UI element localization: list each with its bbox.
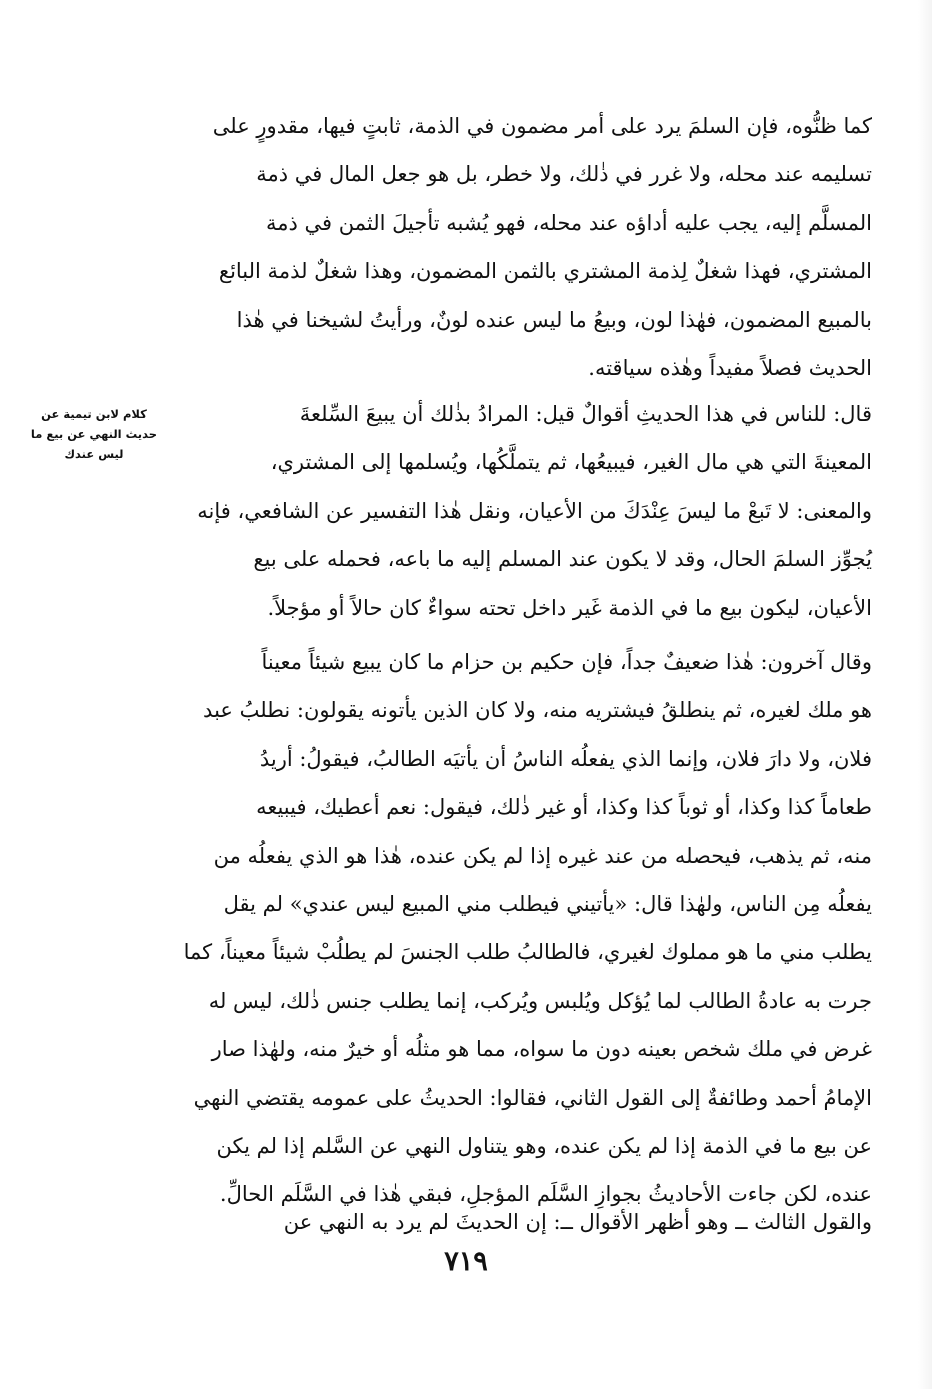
text-line: يطلب مني ما هو مملوك لغيري، فالطالبُ طلب الجنسَ لم يطلُبْ شيئاً معيناً، كما xyxy=(183,940,872,965)
text-line: وقال آخرون: هٰذا ضعيفٌ جداً، فإن حكيم بن حزام ما كان يبيع شيئاً معيناً xyxy=(261,650,872,674)
text-line: الإمامُ أحمد وطائفةٌ إلى القول الثاني، فقالوا: الحديثُ على عمومه يقتضي النهي xyxy=(193,1085,872,1110)
text-line: فلان، ولا دارَ فلان، وإنما الذي يفعلُه الناسُ أن يأتيَه الطالبُ، فيقولُ: أريدُ xyxy=(259,746,872,771)
text-line: عنده، لكن جاءت الأحاديثُ بجوازِ السَّلَم المؤجلِ، فبقي هٰذا في السَّلَم الحالِّ. xyxy=(219,1182,872,1207)
text-line: تسليمه عند محله، ولا غرر في ذٰلك، ولا خطر، بل هو جعل المال في ذمة xyxy=(256,162,872,187)
margin-note-line: كلام لابن تيمية عن xyxy=(41,407,147,421)
text-line: طعاماً كذا وكذا، أو ثوباً كذا وكذا، أو غير ذٰلك، فيقول: نعم أعطيك، فيبيعه xyxy=(256,795,872,820)
text-line: يُجوِّز السلمَ الحال، وقد لا يكون عند المسلم إليه ما باعه، فحمله على بيع xyxy=(253,547,872,572)
page-edge-shadow xyxy=(918,0,932,1389)
text-line: والقول الثالث ــ وهو أظهر الأقوال ــ: إن الحديثَ لم يرد به النهي عن xyxy=(283,1210,872,1234)
paragraph-3 xyxy=(160,638,872,1219)
text-line: المشتري، فهذا شغلٌ لِذمة المشتري بالثمن المضمون، وهذا شغلٌ لذمة البائع xyxy=(218,259,872,284)
text-line: غرض في ملك شخص بعينه دون ما سواه، مما هو مثلُه أو خيرٌ منه، ولهٰذا صار xyxy=(211,1037,872,1062)
text-line: كما ظنُّوه، فإن السلمَ يرد على أمر مضمون في الذمة، ثابتٍ فيها، مقدورٍ على xyxy=(212,114,872,138)
text-line: هو ملك لغيره، ثم ينطلقُ فيشتريه منه، ولا كان الذين يأتونه يقولون: نطلبُ عبد xyxy=(203,698,872,723)
text-line: الحديث فصلاً مفيداً وهٰذه سياقته. xyxy=(588,356,872,381)
text-line: المعينةَ التي هي مال الغير، فيبيعُها، ثم يتملَّكُها، ويُسلمها إلى المشتري، xyxy=(270,450,872,475)
text-line: عن بيع ما في الذمة إذا لم يكن عنده، وهو يتناول النهي عن السَّلم إذا لم يكن xyxy=(216,1134,872,1159)
text-line: يفعلُه مِن الناس، ولهٰذا قال: «يأتيني فيطلب مني المبيع ليس عندي» لم يقل xyxy=(223,892,872,917)
page-number: ٧١٩ xyxy=(444,1246,488,1277)
margin-note-line: حديث النهي عن بيع ما xyxy=(30,427,158,441)
paragraph-2 xyxy=(160,390,872,632)
paragraph-1 xyxy=(160,102,872,392)
text-line: بالمبيع المضمون، فهٰذا لون، وبيعُ ما ليس عنده لونٌ، ورأيتُ لشيخنا في هٰذا xyxy=(236,307,872,332)
text-line: المسلَّم إليه، يجب عليه أداؤه عند محله، فهو يُشبه تأجيلَ الثمن في ذمة xyxy=(266,210,872,235)
text-line: منه، ثم يذهب، فيحصله من عند غيره إذا لم يكن عنده، هٰذا هو الذي يفعلُه من xyxy=(213,843,872,868)
text-line: قال: للناس في هذا الحديثِ أقوالٌ قيل: المرادُ بذٰلك أن يبيعَ السِّلعةَ xyxy=(299,402,872,426)
text-line: جرت به عادةُ الطالب لما يُؤكل ويُلبس ويُركب، إنما يطلب جنس ذٰلك، ليس له xyxy=(208,988,872,1013)
margin-note-line: ليس عندك xyxy=(64,447,124,461)
text-line: الأعيان، ليكون بيع ما في الذمة غَير داخل تحته سواءٌ كان حالاً أو مؤجلاً. xyxy=(267,595,872,620)
text-line: والمعنى: لا تَبعْ ما ليسَ عِنْدَكَ من الأعيان، ونقل هٰذا التفسير عن الشافعي، فإنه xyxy=(197,498,872,523)
paragraph-4 xyxy=(160,1198,872,1246)
margin-note xyxy=(30,404,158,464)
